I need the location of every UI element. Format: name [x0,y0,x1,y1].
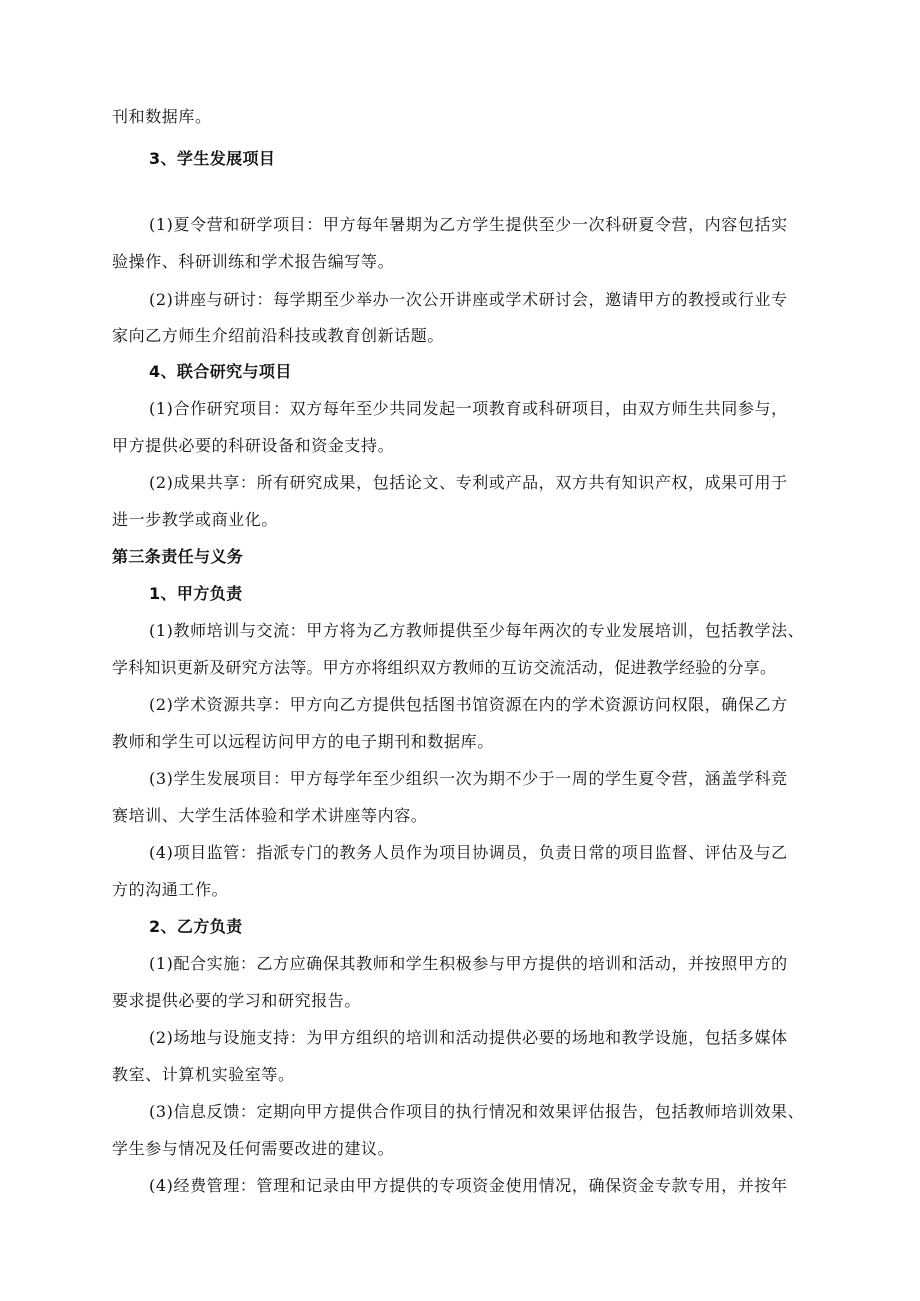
paragraph-line: (4)项目监管：指派专门的教务人员作为项目协调员，负责日常的项目监督、评估及与乙 [149,843,788,862]
paragraph-line: 赛培训、大学生活体验和学术讲座等内容。 [112,806,428,825]
paragraph-line: (2)讲座与研讨：每学期至少举办一次公开讲座或学术研讨会，邀请甲方的教授或行业专 [149,290,788,309]
paragraph-line: (4)经费管理：管理和记录由甲方提供的专项资金使用情况，确保资金专款专用，并按年 [149,1176,788,1195]
section-heading: 2、乙方负责 [149,917,243,936]
paragraph-line: 学科知识更新及研究方法等。甲方亦将组织双方教师的互访交流活动，促进教学经验的分享。 [112,658,777,677]
paragraph-line: (1)配合实施：乙方应确保其教师和学生积极参与甲方提供的培训和活动，并按照甲方的 [149,954,788,973]
paragraph-line: 教师和学生可以远程访问甲方的电子期刊和数据库。 [112,732,494,751]
paragraph-line: (2)学术资源共享：甲方向乙方提供包括图书馆资源在内的学术资源访问权限，确保乙方 [149,695,788,714]
paragraph-line: 家向乙方师生介绍前沿科技或教育创新话题。 [112,326,445,345]
paragraph-line: (3)学生发展项目：甲方每学年至少组织一次为期不少于一周的学生夏令营，涵盖学科竞 [149,769,788,788]
paragraph-line: (3)信息反馈：定期向甲方提供合作项目的执行情况和效果评估报告，包括教师培训效果、 [149,1102,805,1121]
paragraph-line: 教室、计算机实验室等。 [112,1065,295,1084]
paragraph-line: 刊和数据库。 [112,107,212,126]
article-heading: 第三条责任与义务 [112,547,244,566]
paragraph-line: 学生参与情况及任何需要改进的建议。 [112,1139,395,1158]
paragraph-line: 要求提供必要的学习和研究报告。 [112,991,362,1010]
paragraph-line: 甲方提供必要的科研设备和资金支持。 [112,436,395,455]
paragraph-line: (1)合作研究项目：双方每年至少共同发起一项教育或科研项目，由双方师生共同参与， [149,399,788,418]
paragraph-line: (2)成果共享：所有研究成果，包括论文、专利或产品，双方共有知识产权，成果可用于 [149,473,788,492]
paragraph-line: (2)场地与设施支持：为甲方组织的培训和活动提供必要的场地和教学设施，包括多媒体 [149,1028,788,1047]
section-heading: 1、甲方负责 [149,584,243,603]
paragraph-line: (1)教师培训与交流：甲方将为乙方教师提供至少每年两次的专业发展培训，包括教学法、 [149,621,805,640]
paragraph-line: 方的沟通工作。 [112,880,229,899]
paragraph-line: (1)夏令营和研学项目：甲方每年暑期为乙方学生提供至少一次科研夏令营，内容包括实 [149,215,788,234]
section-heading: 4、联合研究与项目 [149,362,292,381]
paragraph-line: 验操作、科研训练和学术报告编写等。 [112,252,395,271]
paragraph-line: 进一步教学或商业化。 [112,510,279,529]
section-heading: 3、学生发展项目 [149,149,276,168]
